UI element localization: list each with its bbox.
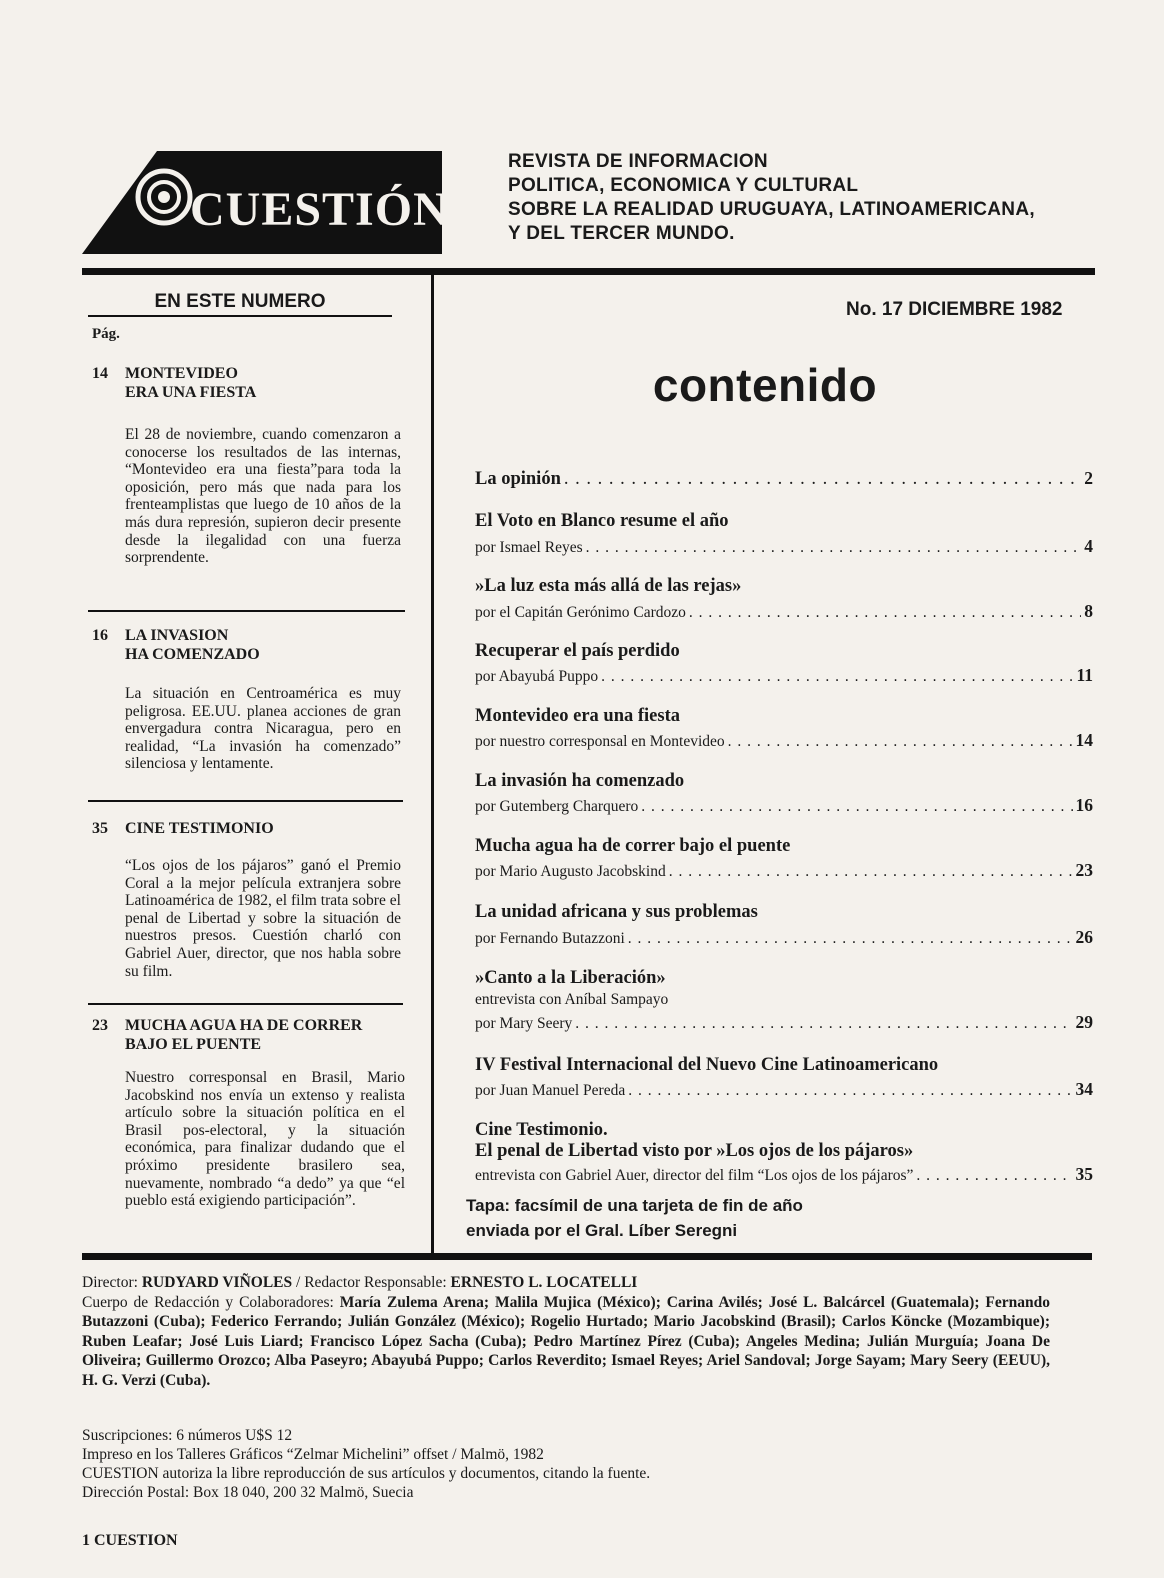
- toc-byline: por Mary Seery: [475, 1015, 573, 1032]
- tagline-line: POLITICA, ECONOMICA Y CULTURAL: [508, 175, 859, 196]
- entry-page: 35: [92, 820, 108, 837]
- entry-title: LA INVASION HA COMENZADO: [125, 627, 260, 663]
- leader-dots: [628, 1082, 1072, 1100]
- director-label: Director:: [82, 1274, 138, 1291]
- toc-page: 14: [1075, 730, 1093, 750]
- toc-byline: por Fernando Butazzoni: [475, 930, 625, 947]
- toc-byline: por Mario Augusto Jacobskind: [475, 863, 666, 880]
- toc-page: 26: [1075, 927, 1093, 947]
- toc-page: 35: [1075, 1164, 1093, 1184]
- toc-byline-row: [475, 730, 1093, 751]
- toc-byline-row: [475, 860, 1093, 881]
- rights-line: CUESTION autoriza la libre reproducción de sus artículos y documentos, citando la fuente.: [82, 1465, 651, 1482]
- entry-title: CINE TESTIMONIO: [125, 820, 274, 837]
- toc-byline: por Juan Manuel Pereda: [475, 1082, 626, 1099]
- address-line: Dirección Postal: Box 18 040, 200 32 Malmö, Suecia: [82, 1484, 414, 1501]
- page-footer: 1 CUESTION: [82, 1532, 178, 1549]
- leader-dots: [601, 668, 1073, 686]
- toc-page: 8: [1084, 601, 1093, 621]
- entry-page: 14: [92, 365, 108, 382]
- toc-byline: por Abayubá Puppo: [475, 668, 599, 685]
- toc-title: La unidad africana y sus problemas: [475, 902, 758, 922]
- leader-dots: [916, 1167, 1072, 1185]
- toc-page: 11: [1076, 665, 1093, 685]
- toc-byline: por el Capitán Gerónimo Cardozo: [475, 604, 686, 621]
- printer-line: Impreso en los Talleres Gráficos “Zelmar Michelini” offset / Malmö, 1982: [82, 1446, 544, 1463]
- toc-byline-row: [475, 1012, 1093, 1033]
- toc-title-secondary: El penal de Libertad visto por »Los ojos de los pájaros»: [475, 1141, 914, 1161]
- toc-byline: por Ismael Reyes: [475, 539, 583, 556]
- entry-summary: La situación en Centroamérica es muy peligrosa. EE.UU. planea acciones de gran envergadura contra Nicaragua, pero en realidad, “La invasión ha comenzado” silenciosa y lentamente.: [125, 685, 401, 773]
- leader-dots: [689, 604, 1081, 622]
- toc-title: »Canto a la Liberación»: [475, 968, 666, 988]
- sidebar-title: EN ESTE NUMERO: [154, 291, 326, 312]
- toc-item-opinion: [475, 468, 1093, 490]
- publication-info: [82, 1426, 982, 1502]
- toc-title: Montevideo era una fiesta: [475, 706, 681, 726]
- toc-title: La invasión ha comenzado: [475, 771, 685, 791]
- toc-page: 34: [1075, 1079, 1093, 1099]
- toc-page: 23: [1075, 860, 1093, 880]
- tagline-line: SOBRE LA REALIDAD URUGUAYA, LATINOAMERICANA,: [508, 199, 1035, 220]
- toc-title: »La luz esta más allá de las rejas»: [475, 576, 742, 596]
- toc-byline-row: [475, 665, 1093, 686]
- leader-dots: [728, 733, 1073, 751]
- leader-dots: [641, 798, 1072, 816]
- entry-title: MUCHA AGUA HA DE CORRER BAJO EL PUENTE: [125, 1017, 363, 1053]
- masthead-credits: [82, 1273, 1050, 1390]
- toc-page: 2: [1084, 468, 1093, 488]
- issue-number: No. 17 DICIEMBRE 1982: [846, 299, 1063, 320]
- toc-subtitle-row: [475, 991, 1093, 1009]
- toc-byline-row: [475, 1079, 1093, 1100]
- redactor-name: ERNESTO L. LOCATELLI: [450, 1274, 638, 1291]
- toc-byline-row: [475, 536, 1093, 557]
- cover-caption-line: Tapa: facsímil de una tarjeta de fin de año: [466, 1196, 803, 1215]
- leader-dots: [669, 863, 1073, 881]
- toc-page: 16: [1075, 795, 1093, 815]
- entry-divider: [88, 610, 405, 612]
- toc-title: Cine Testimonio.: [475, 1120, 608, 1140]
- toc-byline-row: [475, 601, 1093, 622]
- toc-title: Mucha agua ha de correr bajo el puente: [475, 836, 791, 856]
- toc-byline-row: [475, 795, 1093, 816]
- cover-caption: [466, 1193, 803, 1243]
- cover-caption-line: enviada por el Gral. Líber Seregni: [466, 1221, 738, 1240]
- toc-byline-row: [475, 1164, 1093, 1185]
- top-rule: [82, 268, 1095, 275]
- sidebar-title-rule: [88, 315, 392, 317]
- toc-byline: por nuestro corresponsal en Montevideo: [475, 733, 725, 750]
- tagline: [508, 150, 1128, 246]
- toc-page: 29: [1075, 1012, 1093, 1032]
- staff-list: María Zulema Arena; Malila Mujica (México); Carina Avilés; José L. Balcárcel (Guatemala); Fernando Butazzoni (Cuba); Federico Ferrando; Julián González (México); Rogelio Hurtado; Mario Jacobskind (Brasil); Carlos Köncke (Mozambique); Ruben Leafar; José Luis Liard; Francisco López Sacha (Cuba); Pedro Martínez Pírez (Cuba); Angeles Medina; Julián Murguía; Joana De Oliveira; Guillermo Orozco; Alba Paseyro; Abayubá Puppo; Carlos Reverdito; Ismael Reyes; Ariel Sandoval; Jorge Sayam; Mary Seery (EEUU), H. G. Verzi (Cuba).: [82, 1293, 1050, 1389]
- entry-title: MONTEVIDEO ERA UNA FIESTA: [125, 365, 257, 401]
- logo-text: CUESTIÓN: [190, 183, 442, 236]
- redactor-label: / Redactor Responsable:: [296, 1274, 447, 1291]
- leader-dots: [564, 469, 1081, 490]
- entry-summary: “Los ojos de los pájaros” ganó el Premio Coral a la mejor película extranjera sobre Latinoamérica de 1982, el film trata sobre el penal de Libertad y sobre la situación de nuestros presos. Cuestión charló con Gabriel Auer, director, que nos habla sobre su film.: [125, 857, 401, 980]
- bottom-rule: [82, 1253, 1092, 1260]
- entry-divider: [88, 800, 403, 802]
- pag-label: Pág.: [92, 326, 120, 342]
- toc-byline: entrevista con Gabriel Auer, director del film “Los ojos de los pájaros”: [475, 1167, 914, 1184]
- cuestion-logo: [82, 151, 442, 254]
- toc-title: La opinión: [475, 469, 561, 489]
- toc-title: IV Festival Internacional del Nuevo Cine Latinoamericano: [475, 1055, 939, 1075]
- subscription-line: Suscripciones: 6 números U$S 12: [82, 1427, 293, 1444]
- entry-summary: Nuestro corresponsal en Brasil, Mario Jacobskind nos envía un extenso y realista artículo sobre la situación política en el Brasil pos-electoral, y la situación económica, para finalizar dudando que el próximo presidente brasilero sea, nuevamente, nombrado “a dedo” ya que “el pueblo está exigiendo participación”.: [125, 1069, 405, 1210]
- director-name: RUDYARD VIÑOLES: [141, 1274, 293, 1291]
- tagline-line: Y DEL TERCER MUNDO.: [508, 223, 735, 244]
- toc-subtitle: entrevista con Aníbal Sampayo: [475, 991, 669, 1008]
- column-divider: [431, 275, 434, 1253]
- toc-page: 4: [1084, 536, 1093, 556]
- toc-title: El Voto en Blanco resume el año: [475, 511, 729, 531]
- toc-byline-row: [475, 927, 1093, 948]
- tagline-line: REVISTA DE INFORMACION: [508, 151, 768, 172]
- leader-dots: [575, 1015, 1072, 1033]
- toc-byline: por Gutemberg Charquero: [475, 798, 639, 815]
- leader-dots: [628, 930, 1073, 948]
- staff-label: Cuerpo de Redacción y Colaboradores:: [82, 1293, 334, 1311]
- contents-title: contenido: [652, 359, 878, 411]
- entry-page: 23: [92, 1017, 108, 1034]
- leader-dots: [586, 539, 1082, 557]
- entry-summary: El 28 de noviembre, cuando comenzaron a conocerse los resultados de las internas, “Montevideo era una fiesta”para toda la oposición, pero más que nada para los frenteamplistas que luego de 10 años de la más dura represión, supieron decir presente desde la ilegalidad con una fuerza sorprendente.: [125, 426, 401, 567]
- entry-page: 16: [92, 627, 108, 644]
- entry-divider: [88, 1003, 403, 1005]
- toc-title: Recuperar el país perdido: [475, 641, 680, 661]
